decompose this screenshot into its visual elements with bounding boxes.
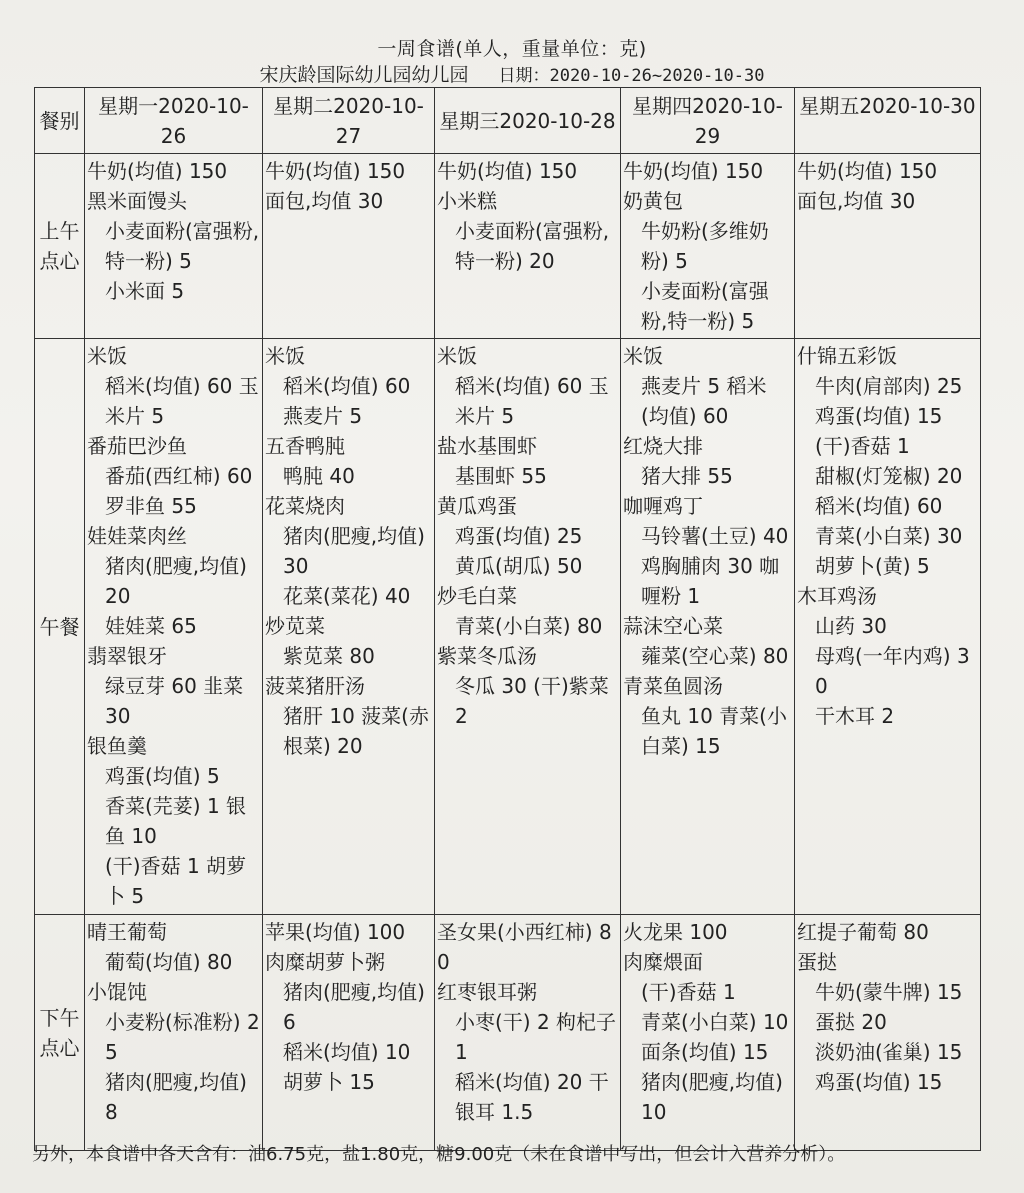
ingredient-line: 面条(均值) 15 xyxy=(641,1040,769,1064)
dish-name: 炒苋菜 xyxy=(265,614,325,638)
weekly-menu-table xyxy=(34,87,981,1151)
header-row xyxy=(35,88,981,154)
dish-name: 肉糜胡萝卜粥 xyxy=(265,950,385,974)
ingredient-line: 鸭肫 40 xyxy=(283,464,355,488)
dish-name: 牛奶(均值) 150 xyxy=(623,159,764,183)
dish-name: 肉糜煨面 xyxy=(623,950,703,974)
ingredient-line: 花菜(菜花) 40 xyxy=(283,584,411,608)
ingredient-line: 紫苋菜 80 xyxy=(283,644,375,668)
menu-cell xyxy=(621,154,795,339)
dish-name: 炒毛白菜 xyxy=(437,584,517,608)
ingredient-line: 香菜(芫荽) 1 银鱼 10 xyxy=(105,794,247,848)
ingredient-line: 马铃薯(土豆) 40 xyxy=(641,524,789,548)
ingredient-line: 猪肉(肥瘦,均值) 30 xyxy=(283,524,425,578)
menu-cell xyxy=(263,915,435,1151)
menu-cell xyxy=(621,339,795,915)
ingredient-line: 鸡蛋(均值) 15 xyxy=(815,1070,943,1094)
ingredient-line: 牛奶(蒙牛牌) 15 蛋挞 20 xyxy=(815,980,963,1034)
menu-cell xyxy=(263,339,435,915)
date-range: 日期：2020-10-26~2020-10-30 xyxy=(498,66,765,86)
ingredient-line: 罗非鱼 55 xyxy=(105,494,197,518)
dish-name: 牛奶(均值) 150 xyxy=(265,159,406,183)
menu-cell xyxy=(85,339,263,915)
menu-cell xyxy=(795,915,981,1151)
ingredient-line: 稻米(均值) 60 xyxy=(815,494,943,518)
ingredient-line: 小枣(干) 2 枸杞子 1 xyxy=(455,1010,617,1064)
dish-name: 咖喱鸡丁 xyxy=(623,494,703,518)
menu-cell xyxy=(435,339,621,915)
dish-name: 什锦五彩饭 xyxy=(797,344,897,368)
ingredient-line: 淡奶油(雀巢) 15 xyxy=(815,1040,963,1064)
menu-cell xyxy=(435,915,621,1151)
ingredient-line: 蕹菜(空心菜) 80 xyxy=(641,644,789,668)
ingredient-line: (干)香菇 1 胡萝卜 5 xyxy=(105,854,247,908)
dish-name: 紫菜冬瓜汤 xyxy=(437,644,537,668)
dish-name: 盐水基围虾 xyxy=(437,434,537,458)
ingredient-line: 鸡蛋(均值) 5 xyxy=(105,764,220,788)
menu-cell xyxy=(795,154,981,339)
ingredient-line: 稻米(均值) 10 胡萝卜 15 xyxy=(283,1040,411,1094)
menu-cell xyxy=(621,915,795,1151)
meal-label: 午餐 xyxy=(35,339,85,915)
page-subtitle xyxy=(0,60,1024,87)
dish-name: 牛奶(均值) 150 xyxy=(437,159,578,183)
dish-name: 红烧大排 xyxy=(623,434,703,458)
meal-row xyxy=(35,339,981,915)
ingredient-line: 葡萄(均值) 80 xyxy=(105,950,233,974)
dish-name: 面包,均值 30 xyxy=(797,189,916,213)
dish-name: 娃娃菜肉丝 xyxy=(87,524,187,548)
ingredient-line: 稻米(均值) 60 玉米片 5 xyxy=(455,374,609,428)
ingredient-line: 小麦面粉(富强粉,特一粉) 5 xyxy=(641,279,769,333)
ingredient-line: 黄瓜(胡瓜) 50 xyxy=(455,554,583,578)
dish-name: 银鱼羹 xyxy=(87,734,147,758)
dish-name: 黑米面馒头 xyxy=(87,189,187,213)
header-day: 星期二2020-10-27 xyxy=(263,88,435,154)
ingredient-line: 小麦面粉(富强粉,特一粉) 20 xyxy=(455,219,610,273)
header-meal-type: 餐别 xyxy=(35,88,85,154)
dish-name: 火龙果 100 xyxy=(623,920,728,944)
ingredient-line: 鸡蛋(均值) 25 xyxy=(455,524,583,548)
ingredient-line: 冬瓜 30 (干)紫菜 2 xyxy=(455,674,609,728)
dish-name: 米饭 xyxy=(265,344,305,368)
ingredient-line: 猪大排 55 xyxy=(641,464,733,488)
ingredient-line: 母鸡(一年内鸡) 30 xyxy=(815,644,970,698)
dish-name: 米饭 xyxy=(437,344,477,368)
dish-name: 晴王葡萄 xyxy=(87,920,167,944)
dish-name: 小米糕 xyxy=(437,189,497,213)
dish-name: 木耳鸡汤 xyxy=(797,584,877,608)
ingredient-line: 青菜(小白菜) 80 xyxy=(455,614,603,638)
ingredient-line: 山药 30 xyxy=(815,614,887,638)
meal-row xyxy=(35,154,981,339)
ingredient-line: 鸡胸脯肉 30 咖喱粉 1 xyxy=(641,554,780,608)
menu-cell xyxy=(795,339,981,915)
ingredient-line: 基围虾 55 xyxy=(455,464,547,488)
dish-name: 黄瓜鸡蛋 xyxy=(437,494,517,518)
school-name: 宋庆龄国际幼儿园幼儿园 xyxy=(259,64,469,86)
ingredient-line: 猪肝 10 菠菜(赤根菜) 20 xyxy=(283,704,429,758)
dish-name: 米饭 xyxy=(623,344,663,368)
dish-name: 花菜烧肉 xyxy=(265,494,345,518)
header-day: 星期三2020-10-28 xyxy=(435,88,621,154)
ingredient-line: 青菜(小白菜) 10 xyxy=(641,1010,789,1034)
dish-name: 五香鸭肫 xyxy=(265,434,345,458)
header-day: 星期五2020-10-30 xyxy=(795,88,981,154)
dish-name: 牛奶(均值) 150 xyxy=(87,159,228,183)
dish-name: 蒜沫空心菜 xyxy=(623,614,723,638)
ingredient-line: 小麦粉(标准粉) 25 xyxy=(105,1010,260,1064)
ingredient-line: 鱼丸 10 青菜(小白菜) 15 xyxy=(641,704,787,758)
ingredient-line: (干)香菇 1 xyxy=(641,980,736,1004)
ingredient-line: 干木耳 2 xyxy=(815,704,895,728)
ingredient-line: 甜椒(灯笼椒) 20 xyxy=(815,464,963,488)
ingredient-line: 稻米(均值) 60 燕麦片 5 xyxy=(283,374,411,428)
ingredient-line: 稻米(均值) 20 干银耳 1.5 xyxy=(455,1070,609,1124)
ingredient-line: 燕麦片 5 稻米(均值) 60 xyxy=(641,374,767,428)
dish-name: 小馄饨 xyxy=(87,980,147,1004)
meal-label: 上午点心 xyxy=(35,154,85,339)
dish-name: 红提子葡萄 80 xyxy=(797,920,929,944)
dish-name: 红枣银耳粥 xyxy=(437,980,537,1004)
ingredient-line: 猪肉(肥瘦,均值) 6 xyxy=(283,980,425,1034)
ingredient-line: 小麦面粉(富强粉,特一粉) 5 xyxy=(105,219,260,273)
menu-cell xyxy=(85,154,263,339)
footer-note: 另外，本食谱中各天含有：油6.75克，盐1.80克，糖9.00克（未在食谱中写出，但会计入营养分析）。 xyxy=(32,1144,846,1165)
ingredient-line: 青菜(小白菜) 30 xyxy=(815,524,963,548)
ingredient-line: 猪肉(肥瘦,均值) 10 xyxy=(641,1070,783,1124)
header-day: 星期一2020-10-26 xyxy=(85,88,263,154)
meal-row xyxy=(35,915,981,1151)
ingredient-line: 胡萝卜(黄) 5 xyxy=(815,554,930,578)
dish-name: 菠菜猪肝汤 xyxy=(265,674,365,698)
dish-name: 米饭 xyxy=(87,344,127,368)
ingredient-line: 猪肉(肥瘦,均值) 20 xyxy=(105,554,247,608)
menu-cell xyxy=(435,154,621,339)
ingredient-line: 番茄(西红柿) 60 xyxy=(105,464,253,488)
ingredient-line: 鸡蛋(均值) 15 xyxy=(815,404,943,428)
dish-name: 面包,均值 30 xyxy=(265,189,384,213)
header-day: 星期四2020-10-29 xyxy=(621,88,795,154)
ingredient-line: 牛奶粉(多维奶粉) 5 xyxy=(641,219,769,273)
ingredient-line: 稻米(均值) 60 玉米片 5 xyxy=(105,374,259,428)
ingredient-line: 娃娃菜 65 xyxy=(105,614,197,638)
dish-name: 苹果(均值) 100 xyxy=(265,920,406,944)
dish-name: 番茄巴沙鱼 xyxy=(87,434,187,458)
dish-name: 牛奶(均值) 150 xyxy=(797,159,938,183)
page-title: 一周食谱(单人，重量单位：克) xyxy=(377,38,647,60)
menu-cell xyxy=(263,154,435,339)
dish-name: 圣女果(小西红柿) 80 xyxy=(437,920,612,974)
dish-name: 蛋挞 xyxy=(797,950,837,974)
meal-label: 下午点心 xyxy=(35,915,85,1151)
ingredient-line: 小米面 5 xyxy=(105,279,185,303)
ingredient-line: 绿豆芽 60 韭菜 30 xyxy=(105,674,244,728)
ingredient-line: 牛肉(肩部肉) 25 xyxy=(815,374,963,398)
dish-name: 青菜鱼圆汤 xyxy=(623,674,723,698)
ingredient-line: (干)香菇 1 xyxy=(815,434,910,458)
dish-name: 翡翠银牙 xyxy=(87,644,167,668)
ingredient-line: 猪肉(肥瘦,均值) 8 xyxy=(105,1070,247,1124)
menu-cell xyxy=(85,915,263,1151)
dish-name: 奶黄包 xyxy=(623,189,683,213)
